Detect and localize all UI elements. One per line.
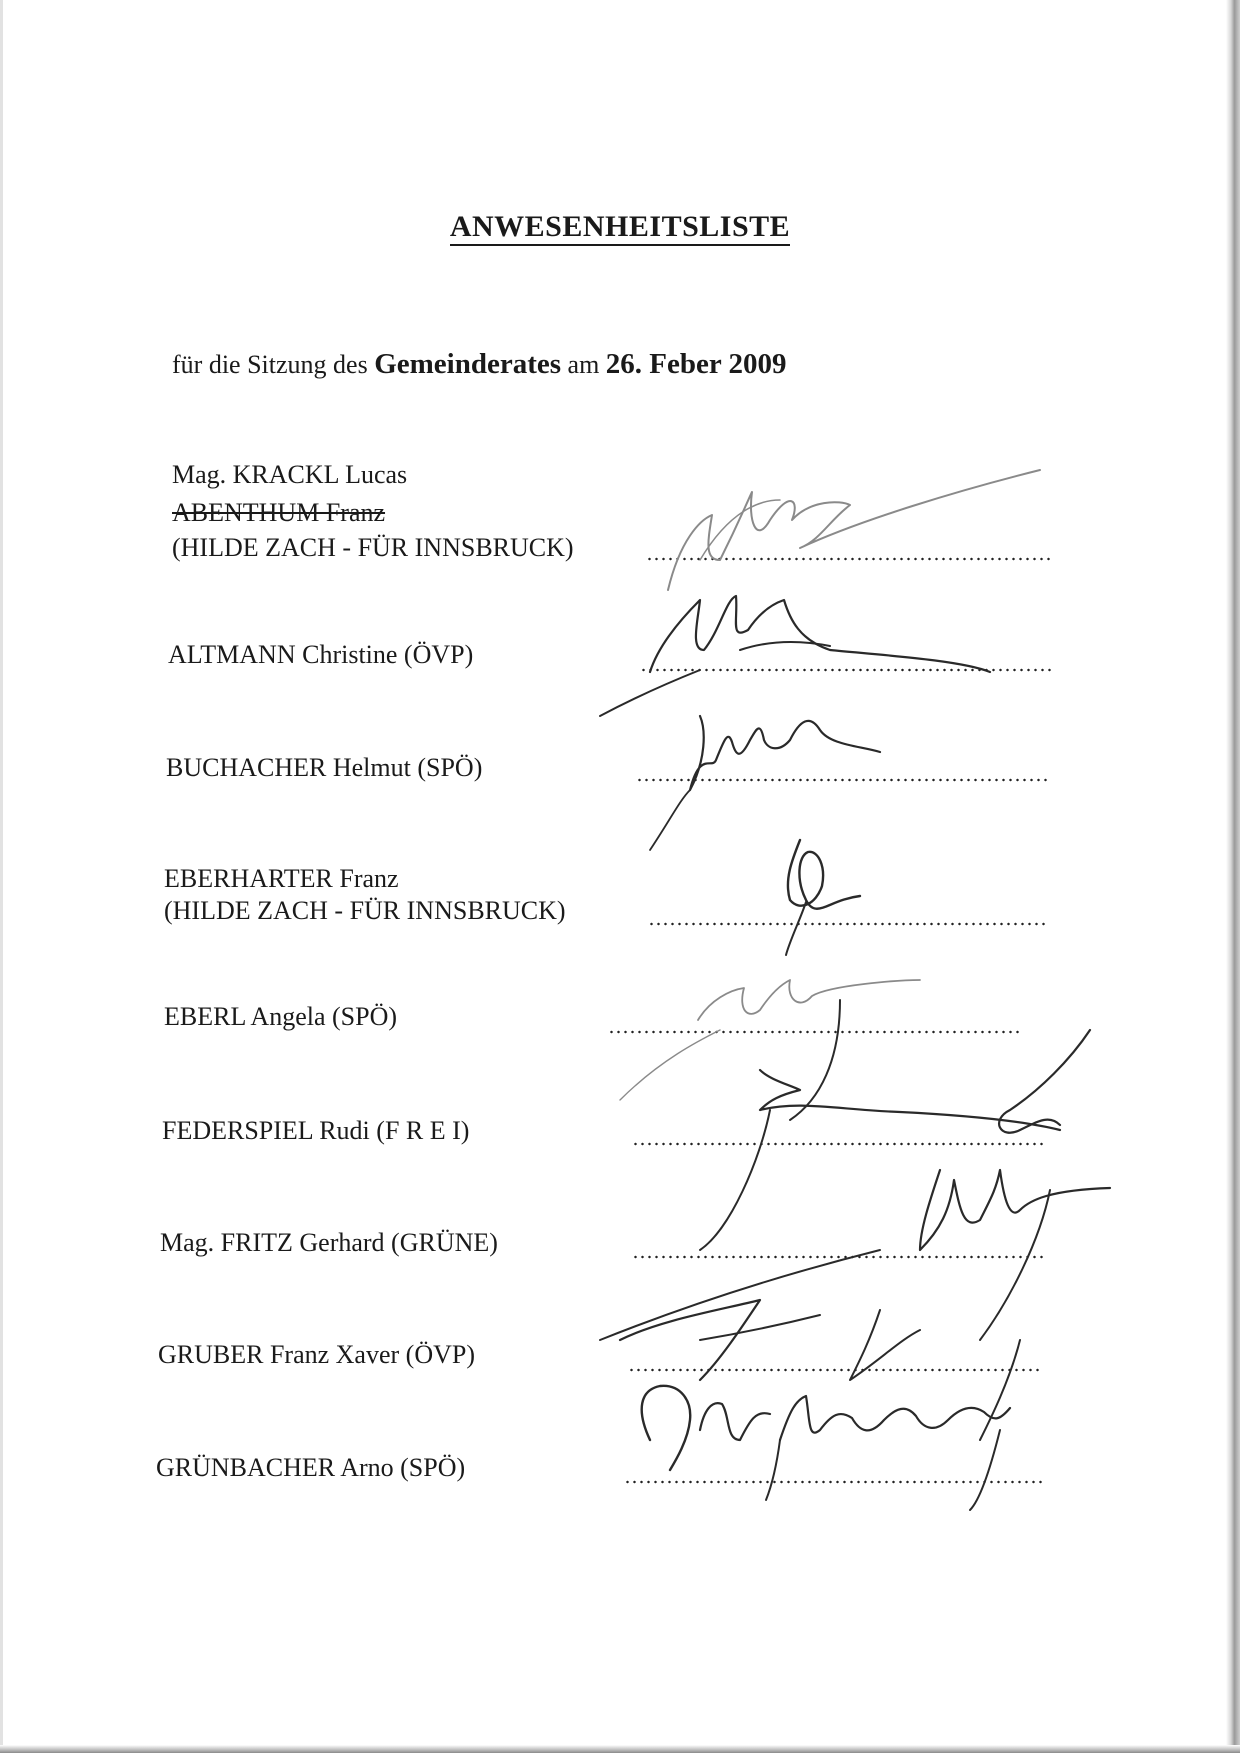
- signature-line: [628, 1368, 1042, 1372]
- subtitle-mid: am: [567, 350, 600, 379]
- attendee-name: ALTMANN Christine (ÖVP): [168, 640, 474, 669]
- signature-federspiel: [700, 1000, 1090, 1250]
- attendee-name: EBERHARTER Franz: [164, 864, 399, 893]
- attendee-name: Mag. KRACKL Lucas: [172, 460, 408, 489]
- subtitle-prefix: für die Sitzung des: [172, 350, 368, 379]
- signature-line: [640, 668, 1052, 672]
- signature-line: [632, 1142, 1044, 1146]
- meeting-subtitle: [172, 348, 786, 381]
- signature-eberl: [620, 980, 920, 1100]
- attendee-name: EBERL Angela (SPÖ): [164, 1002, 398, 1031]
- attendee-affiliation: (HILDE ZACH - FÜR INNSBRUCK): [172, 533, 574, 562]
- attendee-affiliation: (HILDE ZACH - FÜR INNSBRUCK): [164, 896, 566, 925]
- attendee-name: Mag. FRITZ Gerhard (GRÜNE): [160, 1228, 498, 1257]
- signature-line: [648, 922, 1048, 926]
- signature-buchacher: [650, 716, 880, 850]
- scan-edge-bottom: [0, 1745, 1240, 1753]
- attendee-name: FEDERSPIEL Rudi (F R E I): [162, 1116, 470, 1145]
- signature-line: [636, 778, 1049, 782]
- signature-line: [646, 557, 1052, 561]
- document-title: [0, 210, 1240, 246]
- signature-line: [632, 1255, 1044, 1259]
- scan-edge-right: [1226, 0, 1240, 1753]
- signature-krackl: [668, 470, 1040, 590]
- signature-gruenbacher: [642, 1386, 1010, 1510]
- signature-altmann: [600, 596, 990, 716]
- signature-eberharter: [786, 840, 860, 955]
- attendee-name-struck: ABENTHUM Franz: [172, 498, 386, 527]
- attendee-name: BUCHACHER Helmut (SPÖ): [166, 753, 483, 782]
- subtitle-body: Gemeinderates: [374, 348, 562, 380]
- scan-edge-left: [0, 0, 3, 1753]
- meeting-date: 26. Feber 2009: [605, 348, 787, 380]
- attendee-name: GRÜNBACHER Arno (SPÖ): [156, 1453, 466, 1482]
- signature-line: [608, 1030, 1020, 1034]
- attendee-name: GRUBER Franz Xaver (ÖVP): [158, 1340, 476, 1369]
- document-title-text: ANWESENHEITSLISTE: [450, 211, 790, 246]
- signature-line: [624, 1480, 1042, 1484]
